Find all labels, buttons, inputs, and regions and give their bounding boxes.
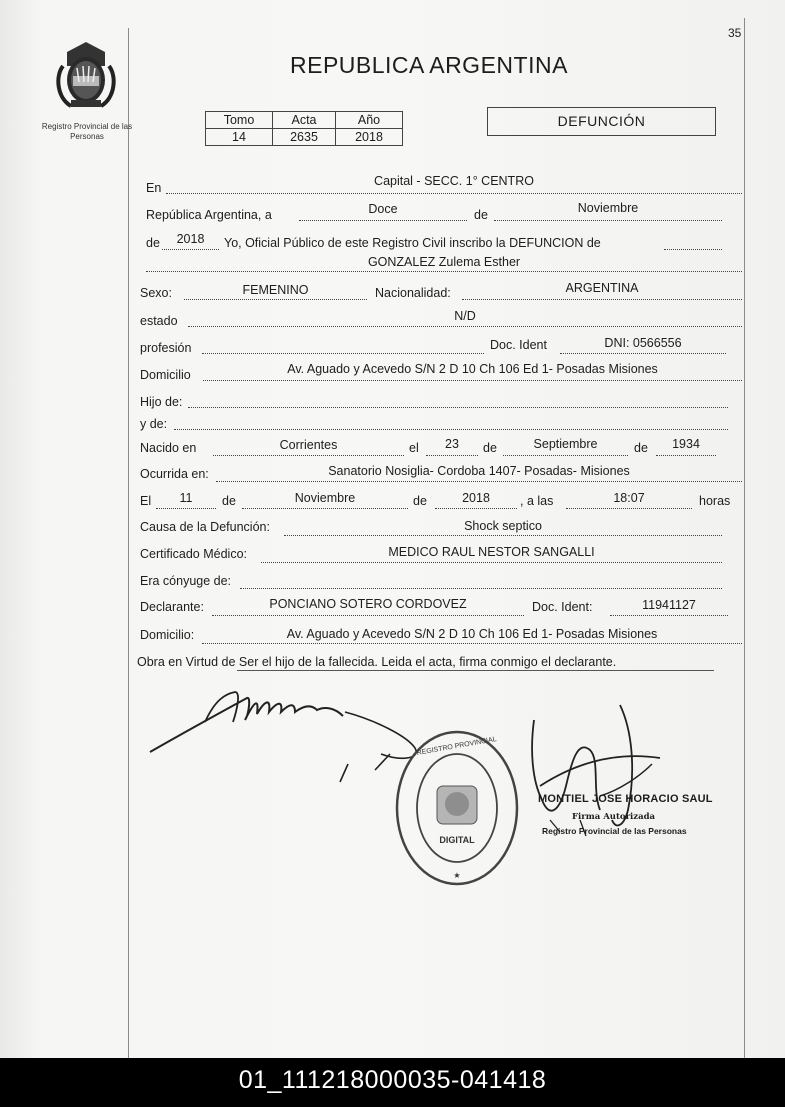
birth-place-line	[213, 455, 404, 456]
label-de-birth-month: de	[483, 441, 497, 455]
death-time-value: 18:07	[613, 491, 645, 505]
death-year-value: 2018	[462, 491, 490, 505]
label-hijo-de: Hijo de:	[140, 395, 183, 409]
label-profesion: profesión	[140, 341, 192, 355]
death-day-line	[156, 508, 216, 509]
year-value: 2018	[176, 232, 205, 246]
mother-line	[174, 429, 728, 430]
birth-place-value: Corrientes	[279, 438, 338, 452]
label-domicilio: Domicilio	[140, 368, 191, 382]
label-en: En	[146, 181, 162, 195]
year-line	[162, 249, 219, 250]
address-value: Av. Aguado y Acevedo S/N 2 D 10 Ch 106 Ed 1- Posadas Misiones	[287, 362, 658, 376]
death-time-line	[566, 508, 692, 509]
birth-month-value: Septiembre	[533, 437, 598, 451]
medical-certificate-value: MEDICO RAUL NESTOR SANGALLI	[388, 545, 595, 559]
death-day-value: 11	[179, 491, 193, 505]
label-doc-ident: Doc. Ident	[490, 338, 547, 352]
death-place-value: Sanatorio Nosiglia- Cordoba 1407- Posadas- Misiones	[328, 464, 630, 478]
label-conyuge: Era cónyuge de:	[140, 574, 232, 588]
svg-text:★: ★	[453, 871, 461, 880]
declarant-signature	[145, 670, 430, 790]
label-de-month: de	[474, 208, 488, 222]
place-value: Capital - SECC. 1° CENTRO	[374, 174, 534, 188]
declarant-address-line	[202, 643, 742, 644]
birth-month-line	[503, 455, 628, 456]
medical-certificate-line	[261, 562, 722, 563]
declarant-address-value: Av. Aguado y Acevedo S/N 2 D 10 Ch 106 Ed 1- Posadas Misiones	[286, 627, 658, 641]
ref-value-acta: 2635	[273, 129, 336, 146]
label-doc-ident-declarant: Doc. Ident:	[532, 600, 593, 614]
cause-line	[284, 535, 722, 536]
label-domicilio-declarant: Domicilio:	[140, 628, 195, 642]
cause-value: Shock septico	[464, 519, 542, 533]
month-written-value: Noviembre	[577, 201, 639, 215]
death-month-line	[242, 508, 408, 509]
label-estado: estado	[140, 314, 178, 328]
birth-day-line	[426, 455, 478, 456]
ref-header-ano: Año	[336, 112, 403, 129]
declarant-document-line	[610, 615, 728, 616]
official-role: Firma Autorizada	[572, 812, 656, 822]
label-de-year: de	[146, 236, 160, 250]
reference-value-row	[206, 129, 403, 146]
official-name: MONTIEL JOSE HORACIO SAUL	[538, 793, 713, 805]
right-margin-line	[744, 18, 745, 1058]
profession-line	[202, 353, 484, 354]
footer-code: 01_111218000035-041418	[238, 1066, 547, 1094]
page-number: 35	[728, 26, 742, 40]
place-line	[166, 193, 742, 194]
svg-text:DIGITAL: DIGITAL	[439, 835, 475, 845]
label-declarante: Declarante:	[140, 600, 204, 614]
ref-header-tomo: Tomo	[206, 112, 273, 129]
label-horas: horas	[699, 494, 731, 508]
svg-text:REGISTRO PROVINCIAL: REGISTRO PROVINCIAL	[416, 736, 498, 757]
death-place-line	[216, 481, 742, 482]
nationality-value: ARGENTINA	[565, 281, 639, 295]
deceased-name-value: GONZALEZ Zulema Esther	[367, 255, 521, 269]
birth-year-line	[656, 455, 716, 456]
document-type-box: DEFUNCIÓN	[487, 107, 716, 136]
registry-caption: Registro Provincial de las Personas	[41, 122, 133, 141]
registration-statement: Yo, Oficial Público de este Registro Civil inscribo la DEFUNCION de	[224, 236, 601, 250]
sex-line	[184, 299, 367, 300]
registry-stamp-icon	[393, 728, 521, 888]
deceased-name-line	[146, 271, 742, 272]
reference-table	[205, 111, 403, 146]
provincial-seal-icon	[53, 36, 119, 112]
reference-header-row	[206, 112, 403, 129]
label-y-de: y de:	[140, 417, 168, 431]
civil-status-value: N/D	[454, 309, 476, 323]
sex-value: FEMENINO	[242, 283, 309, 297]
declarant-name-value: PONCIANO SOTERO CORDOVEZ	[269, 597, 467, 611]
country-title: REPUBLICA ARGENTINA	[290, 52, 568, 78]
spouse-line	[240, 588, 722, 589]
label-sexo: Sexo:	[140, 286, 172, 300]
label-republica: República Argentina, a	[146, 208, 272, 222]
label-el-birth: el	[409, 441, 419, 455]
registration-statement-line	[664, 249, 722, 250]
declarant-document-value: 11941127	[642, 598, 696, 612]
nationality-line	[462, 299, 742, 300]
label-causa: Causa de la Defunción:	[140, 520, 270, 534]
label-de-birth-year: de	[634, 441, 648, 455]
ref-header-acta: Acta	[273, 112, 336, 129]
month-written-line	[494, 220, 722, 221]
label-nacionalidad: Nacionalidad:	[375, 286, 451, 300]
document-value: DNI: 0566556	[604, 336, 682, 350]
left-margin-line	[128, 28, 129, 1058]
death-year-line	[435, 508, 517, 509]
footer-bar	[0, 1058, 785, 1107]
closing-text: Obra en Virtud de Ser el hijo de la fallecida. Leida el acta, firma conmigo el declarante.	[137, 655, 617, 669]
day-written-value: Doce	[368, 202, 398, 216]
address-line	[203, 380, 742, 381]
document-line	[560, 353, 726, 354]
label-el-death: El	[140, 494, 152, 508]
father-line	[188, 407, 728, 408]
label-ocurrida-en: Ocurrida en:	[140, 467, 209, 481]
civil-status-line	[188, 326, 742, 327]
birth-day-value: 23	[445, 437, 459, 451]
official-organization: Registro Provincial de las Personas	[542, 826, 687, 836]
label-de-death-month: de	[222, 494, 236, 508]
birth-year-value: 1934	[672, 437, 700, 451]
ref-value-ano: 2018	[336, 129, 403, 146]
label-de-death-year: de	[413, 494, 427, 508]
label-a-las: , a las	[520, 494, 554, 508]
ref-value-tomo: 14	[206, 129, 273, 146]
declarant-name-line	[212, 615, 524, 616]
label-certificado: Certificado Médico:	[140, 547, 247, 561]
death-month-value: Noviembre	[294, 491, 356, 505]
label-nacido-en: Nacido en	[140, 441, 197, 455]
day-written-line	[299, 220, 467, 221]
